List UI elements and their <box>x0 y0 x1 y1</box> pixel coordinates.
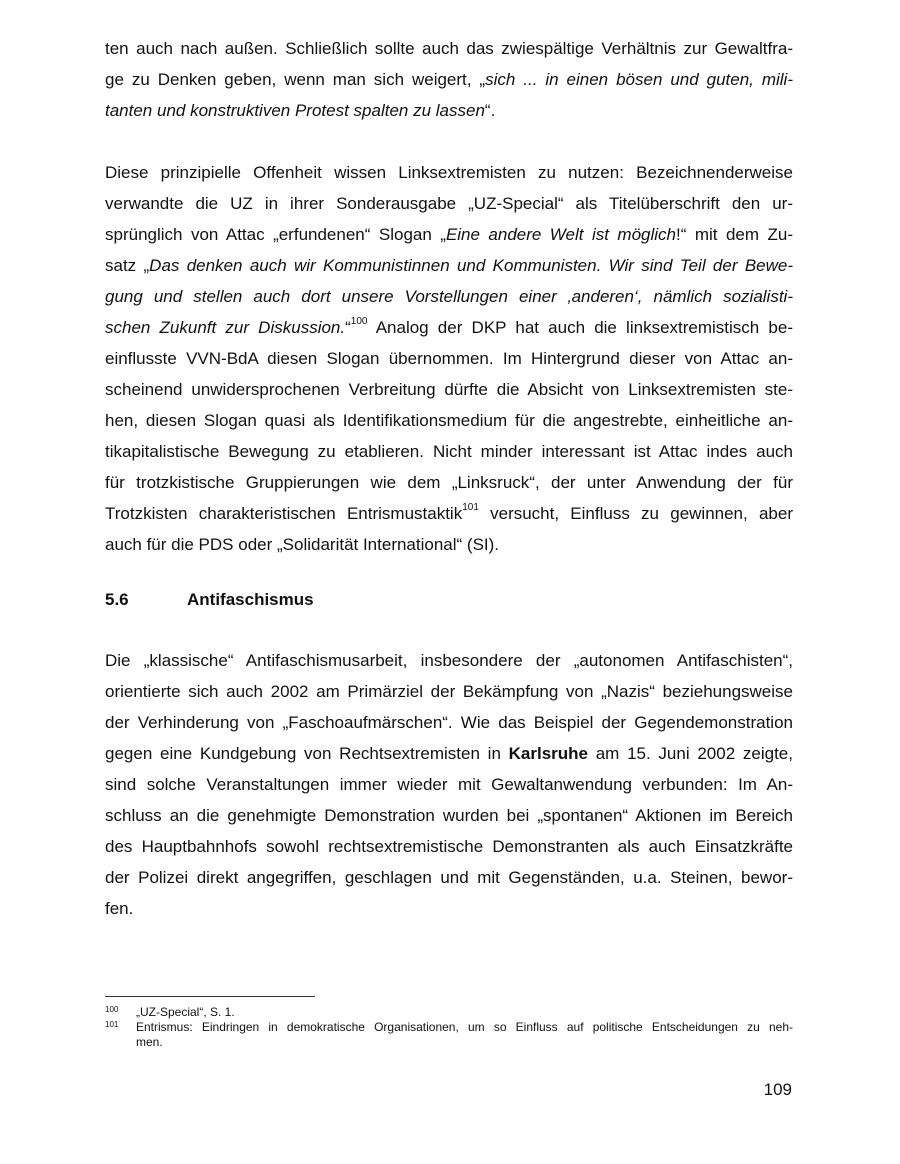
section-title: Antifaschismus <box>187 590 314 609</box>
text-line: der Verhinderung von „Faschoaufmärschen“. Wie das Beispiel der Gegendemonstration <box>105 713 793 732</box>
text-line: sind solche Veranstaltungen immer wieder mit Gewaltanwendung verbunden: Im An- <box>105 775 793 794</box>
text-line: schluss an die genehmigte Demonstration wurden bei „spontanen“ Aktionen im Bereich <box>105 806 793 825</box>
text-line: tanten und konstruktiven Protest spalten zu lassen“. <box>105 101 496 120</box>
text-line: Diese prinzipielle Offenheit wissen Linksextremisten zu nutzen: Bezeichnenderweise <box>105 163 793 182</box>
paragraph-3 <box>105 645 793 924</box>
italic-quote: gung und stellen auch dort unsere Vorstellungen einer ‚anderen‘, nämlich sozialisti- <box>105 287 793 306</box>
text-line: für trotzkistische Gruppierungen wie dem „Linksruck“, der unter Anwendung der für <box>105 473 793 492</box>
text-line: hen, diesen Slogan quasi als Identifikationsmedium für die angestrebte, einheitliche an- <box>105 411 793 430</box>
bold-place-name: Karlsruhe <box>508 744 588 763</box>
paragraph-2 <box>105 157 793 560</box>
footnote-number: 101 <box>105 1020 119 1029</box>
text-line: der Polizei direkt angegriffen, geschlagen und mit Gegenständen, u.a. Steinen, bewor- <box>105 868 793 887</box>
text-line: Die „klassische“ Antifaschismusarbeit, insbesondere der „autonomen Antifaschisten“, <box>105 651 793 670</box>
text-line: orientierte sich auch 2002 am Primärziel der Bekämpfung von „Nazis“ beziehungsweise <box>105 682 793 701</box>
text-line: ge zu Denken geben, wenn man sich weigert, „sich ... in einen bösen und guten, mili- <box>105 70 793 89</box>
section-number: 5.6 <box>105 590 129 609</box>
text-line: gegen eine Kundgebung von Rechtsextremisten in Karlsruhe am 15. Juni 2002 zeigte, <box>105 744 793 763</box>
footnote-text-continued: men. <box>136 1035 163 1049</box>
paragraph-1 <box>105 33 793 126</box>
footnote-ref-100[interactable]: 100 <box>350 316 368 328</box>
text-line: einflusste VVN-BdA diesen Slogan übernommen. Im Hintergrund dieser von Attac an- <box>105 349 793 368</box>
text-line <box>105 281 793 312</box>
text-line: satz „Das denken auch wir Kommunistinnen und Kommunisten. Wir sind Teil der Bewe- <box>105 256 794 275</box>
text-line: tikapitalistische Bewegung zu etablieren. Nicht minder interessant ist Attac indes auch <box>105 442 793 461</box>
page-number: 109 <box>763 1080 792 1099</box>
footnote-text: Entrismus: Eindringen in demokratische Organisationen, um so Einfluss auf politische Entscheidungen zu neh- <box>136 1020 793 1034</box>
text-line: auch für die PDS oder „Solidarität International“ (SI). <box>105 535 500 554</box>
italic-quote: tanten und konstruktiven Protest spalten zu lassen <box>105 101 485 120</box>
text-line: des Hauptbahnhofs sowohl rechtsextremistische Demonstranten als auch Einsatzkräfte <box>105 837 793 856</box>
section-heading <box>105 588 314 612</box>
italic-quote: sich ... in einen bösen und guten, mili- <box>485 70 793 89</box>
text-line: ten auch nach außen. Schließlich sollte auch das zwiespältige Verhältnis zur Gewaltfra- <box>105 39 793 58</box>
footnote-ref-101[interactable]: 101 <box>462 502 479 514</box>
text-line: verwandte die UZ in ihrer Sonderausgabe „UZ-Special“ als Titelüberschrift den ur- <box>105 194 793 213</box>
text-line: scheinend unwidersprochenen Verbreitung dürfte die Absicht von Linksextremisten ste- <box>105 380 793 399</box>
italic-quote: schen Zukunft zur Diskussion. <box>105 318 346 337</box>
footnote-number: 100 <box>105 1005 119 1014</box>
footnote-divider <box>105 996 315 997</box>
footnote-text: „UZ-Special“, S. 1. <box>136 1005 235 1019</box>
text-line: Trotzkisten charakteristischen Entrismustaktik$^{101}$ versucht, Einfluss zu gewinnen, aber <box>105 502 793 523</box>
text-line: fen. <box>105 899 134 918</box>
italic-slogan: Eine andere Welt ist möglich <box>445 225 676 244</box>
italic-quote: Das denken auch wir Kommunistinnen und Kommunisten. Wir sind Teil der Bewe- <box>149 256 794 275</box>
text-line: schen Zukunft zur Diskussion.“$^{100}$ Analog der DKP hat auch die linksextremistisch be- <box>105 316 793 337</box>
text-line: sprünglich von Attac „erfundenen“ Slogan „Eine andere Welt ist möglich!“ mit dem Zu- <box>105 225 793 244</box>
